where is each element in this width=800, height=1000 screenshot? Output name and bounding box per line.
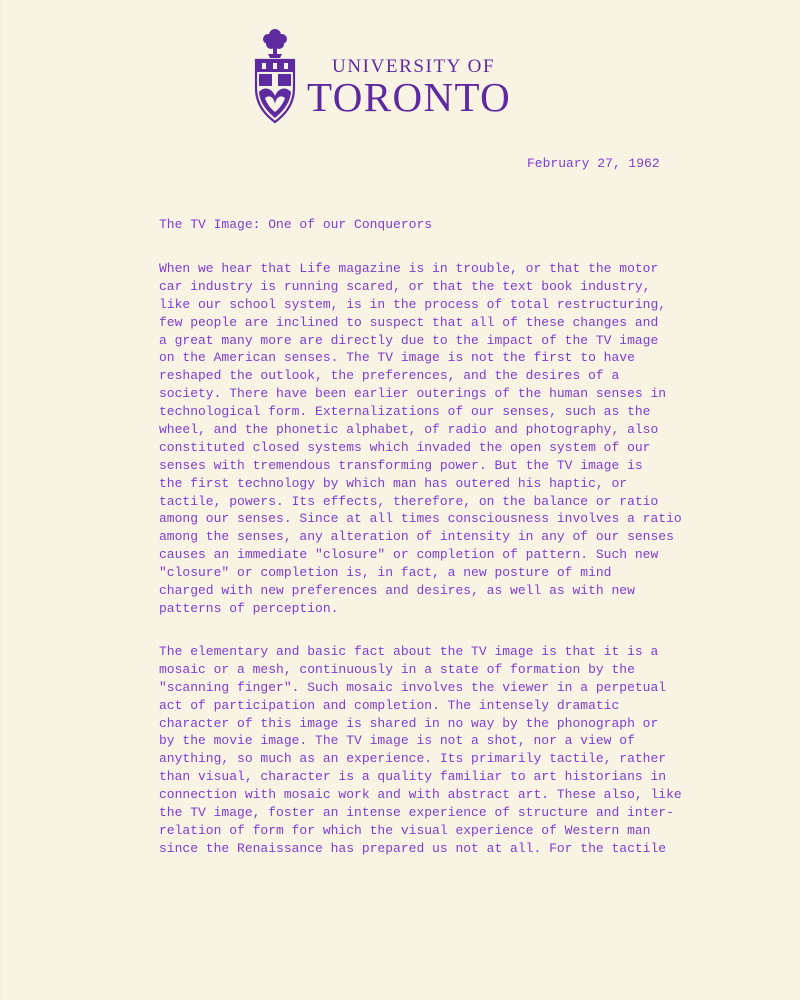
paragraph-line: "scanning finger". Such mosaic involves the viewer in a perpetual bbox=[159, 679, 667, 695]
letterhead-university-of: UNIVERSITY OF bbox=[332, 56, 496, 77]
university-crest-icon bbox=[250, 26, 300, 126]
paragraph-line: tactile, powers. Its effects, therefore, on the balance or ratio bbox=[159, 493, 659, 509]
paragraph-line: reshaped the outlook, the preferences, and the desires of a bbox=[159, 368, 620, 384]
paragraph-line: mosaic or a mesh, continuously in a state of formation by the bbox=[159, 661, 635, 677]
paragraph-line: connection with mosaic work and with abstract art. These also, like bbox=[159, 787, 682, 803]
paragraph-line: senses with tremendous transforming power. But the TV image is bbox=[159, 457, 643, 473]
paragraph-line: relation of form for which the visual experience of Western man bbox=[159, 822, 651, 838]
paragraph-line: on the American senses. The TV image is not the first to have bbox=[159, 350, 635, 366]
paragraph-line: "closure" or completion is, in fact, a new posture of mind bbox=[159, 565, 612, 581]
letterhead-toronto: TORONTO bbox=[307, 74, 512, 120]
paragraph-1 bbox=[159, 260, 719, 618]
paragraph-2 bbox=[159, 643, 719, 858]
paragraph-line: the TV image, foster an intense experience of structure and inter- bbox=[159, 805, 674, 821]
paragraph-line: act of participation and completion. The intensely dramatic bbox=[159, 697, 620, 713]
paragraph-line: causes an immediate "closure" or completion of pattern. Such new bbox=[159, 547, 659, 563]
paragraph-line: like our school system, is in the process of total restructuring, bbox=[159, 296, 667, 312]
paragraph-line: by the movie image. The TV image is not a shot, nor a view of bbox=[159, 733, 635, 749]
paragraph-line: few people are inclined to suspect that all of these changes and bbox=[159, 314, 659, 330]
paragraph-line: wheel, and the phonetic alphabet, of radio and photography, also bbox=[159, 422, 659, 438]
paragraph-line: constituted closed systems which invaded the open system of our bbox=[159, 439, 651, 455]
paragraph-line: among the senses, any alteration of intensity in any of our senses bbox=[159, 529, 674, 545]
paragraph-line: When we hear that Life magazine is in trouble, or that the motor bbox=[159, 261, 659, 276]
paragraph-line: since the Renaissance has prepared us not at all. For the tactile bbox=[159, 840, 667, 856]
paragraph-line: society. There have been earlier outerings of the human senses in bbox=[159, 386, 667, 402]
paragraph-line: than visual, character is a quality familiar to art historians in bbox=[159, 769, 667, 785]
letter-title: The TV Image: One of our Conquerors bbox=[159, 217, 433, 232]
paragraph-line: anything, so much as an experience. Its primarily tactile, rather bbox=[159, 751, 667, 767]
paragraph-line: patterns of perception. bbox=[159, 600, 339, 616]
letter-date: February 27, 1962 bbox=[527, 156, 660, 171]
paragraph-line: character of this image is shared in no way by the phonograph or bbox=[159, 715, 659, 731]
paragraph-line: among our senses. Since at all times consciousness involves a ratio bbox=[159, 511, 682, 527]
paragraph-line: The elementary and basic fact about the TV image is that it is a bbox=[159, 644, 659, 659]
paragraph-line: charged with new preferences and desires, as well as with new bbox=[159, 583, 635, 599]
paragraph-line: the first technology by which man has outered his haptic, or bbox=[159, 475, 628, 491]
paragraph-line: a great many more are directly due to the impact of the TV image bbox=[159, 332, 659, 348]
paragraph-line: technological form. Externalizations of our senses, such as the bbox=[159, 404, 651, 420]
paragraph-line: car industry is running scared, or that the text book industry, bbox=[159, 278, 651, 294]
